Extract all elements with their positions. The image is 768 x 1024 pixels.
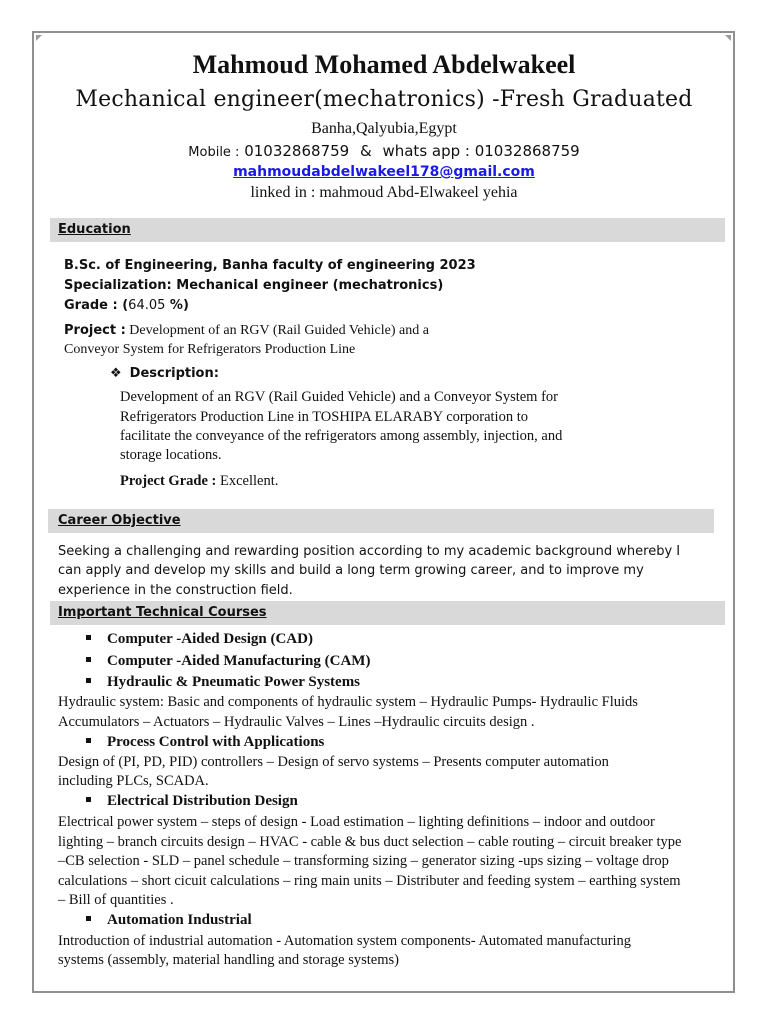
course-detail: calculations – short cicuit calculations – ring main units – Distributer and feeding system – earthing system	[58, 873, 681, 889]
candidate-name: Mahmoud Mohamed Abdelwakeel	[192, 50, 576, 79]
project-label: Project :	[64, 323, 126, 338]
course-title: Automation Industrial	[107, 912, 252, 928]
project-grade	[120, 473, 278, 490]
course-item	[86, 674, 360, 691]
section-courses	[50, 601, 725, 625]
objective-line: Seeking a challenging and rewarding position according to my academic background whereby I	[58, 544, 681, 559]
course-title: Computer -Aided Design (CAD)	[107, 631, 313, 647]
location: Banha,Qalyubia,Egypt	[311, 120, 457, 137]
course-item	[86, 631, 313, 648]
mobile-label: Mobile :	[188, 145, 240, 160]
course-detail: – Bill of quantities .	[58, 892, 174, 908]
course-detail: –CB selection - SLD – panel schedule – transforming sizing – generator sizing -ups sizing – voltage drop	[58, 853, 669, 869]
whatsapp: whats app : 01032868759	[382, 142, 580, 160]
section-title-courses: Important Technical Courses	[58, 605, 267, 620]
linkedin: linked in : mahmoud Abd-Elwakeel yehia	[250, 184, 518, 201]
square-bullet-icon	[86, 738, 91, 743]
ampersand: &	[359, 142, 372, 160]
course-detail: Electrical power system – steps of design - Load estimation – lighting definitions – indoor and outdoor	[58, 814, 655, 830]
project-line1: Development of an RGV (Rail Guided Vehicle) and a	[125, 323, 429, 338]
project-line2: Conveyor System for Refrigerators Production Line	[64, 342, 356, 357]
corner-mark-top-right	[725, 35, 731, 41]
grade-suffix: %)	[165, 298, 189, 313]
course-title: Computer -Aided Manufacturing (CAM)	[107, 653, 371, 669]
grade-label: Grade : (	[64, 298, 129, 313]
square-bullet-icon	[86, 635, 91, 640]
course-item	[86, 912, 252, 929]
email-link[interactable]: mahmoudabdelwakeel178@gmail.com	[233, 164, 535, 180]
objective-line: experience in the construction field.	[58, 583, 293, 598]
grade-value: 64.05	[128, 298, 166, 313]
project-grade-label: Project Grade :	[120, 473, 217, 489]
description-line: storage locations.	[120, 447, 222, 463]
candidate-title: Mechanical engineer(mechatronics) -Fresh Graduated	[75, 87, 693, 112]
diamond-bullet-icon: ❖	[110, 366, 122, 381]
degree: B.Sc. of Engineering, Banha faculty of engineering 2023	[64, 258, 476, 273]
objective-line: can apply and develop my skills and build a long term growing career, and to improve my	[58, 563, 644, 578]
course-title: Hydraulic & Pneumatic Power Systems	[107, 674, 361, 690]
course-item	[86, 653, 370, 670]
square-bullet-icon	[86, 916, 91, 921]
course-item	[86, 793, 298, 810]
description-line: Development of an RGV (Rail Guided Vehicle) and a Conveyor System for	[120, 389, 558, 405]
section-career-objective	[48, 509, 714, 533]
grade	[64, 298, 189, 313]
description-line: facilitate the conveyance of the refrigerators among assembly, injection, and	[120, 428, 563, 444]
course-detail: Accumulators – Actuators – Hydraulic Valves – Lines –Hydraulic circuits design .	[58, 714, 535, 730]
course-title: Electrical Distribution Design	[107, 793, 298, 809]
section-title-career: Career Objective	[58, 513, 181, 528]
description-line: Refrigerators Production Line in TOSHIPA ELARABY corporation to	[120, 409, 528, 425]
description-label: Description:	[129, 366, 219, 381]
project-grade-value: Excellent.	[216, 473, 279, 489]
section-education	[50, 218, 725, 242]
course-title: Process Control with Applications	[107, 734, 325, 750]
mobile-number: 01032868759	[244, 142, 350, 160]
corner-mark-top-left	[36, 35, 42, 41]
square-bullet-icon	[86, 678, 91, 683]
project	[64, 323, 429, 339]
section-title-education: Education	[58, 222, 131, 237]
square-bullet-icon	[86, 657, 91, 662]
contact-line	[0, 142, 768, 160]
specialization: Specialization: Mechanical engineer (mechatronics)	[64, 278, 444, 293]
course-detail: Hydraulic system: Basic and components of hydraulic system – Hydraulic Pumps- Hydraulic Fluids	[58, 694, 638, 710]
course-item	[86, 734, 324, 751]
course-detail: Design of (PI, PD, PID) controllers – Design of servo systems – Presents computer automation	[58, 754, 609, 770]
course-detail: Introduction of industrial automation - Automation system components- Automated manufacturing	[58, 933, 632, 949]
course-detail: lighting – branch circuits design – HVAC - cable & bus duct selection – cable routing – circuit breaker type	[58, 834, 682, 850]
course-detail: systems (assembly, material handling and storage systems)	[58, 952, 399, 968]
description-heading	[110, 366, 219, 381]
square-bullet-icon	[86, 797, 91, 802]
course-detail: including PLCs, SCADA.	[58, 773, 209, 789]
